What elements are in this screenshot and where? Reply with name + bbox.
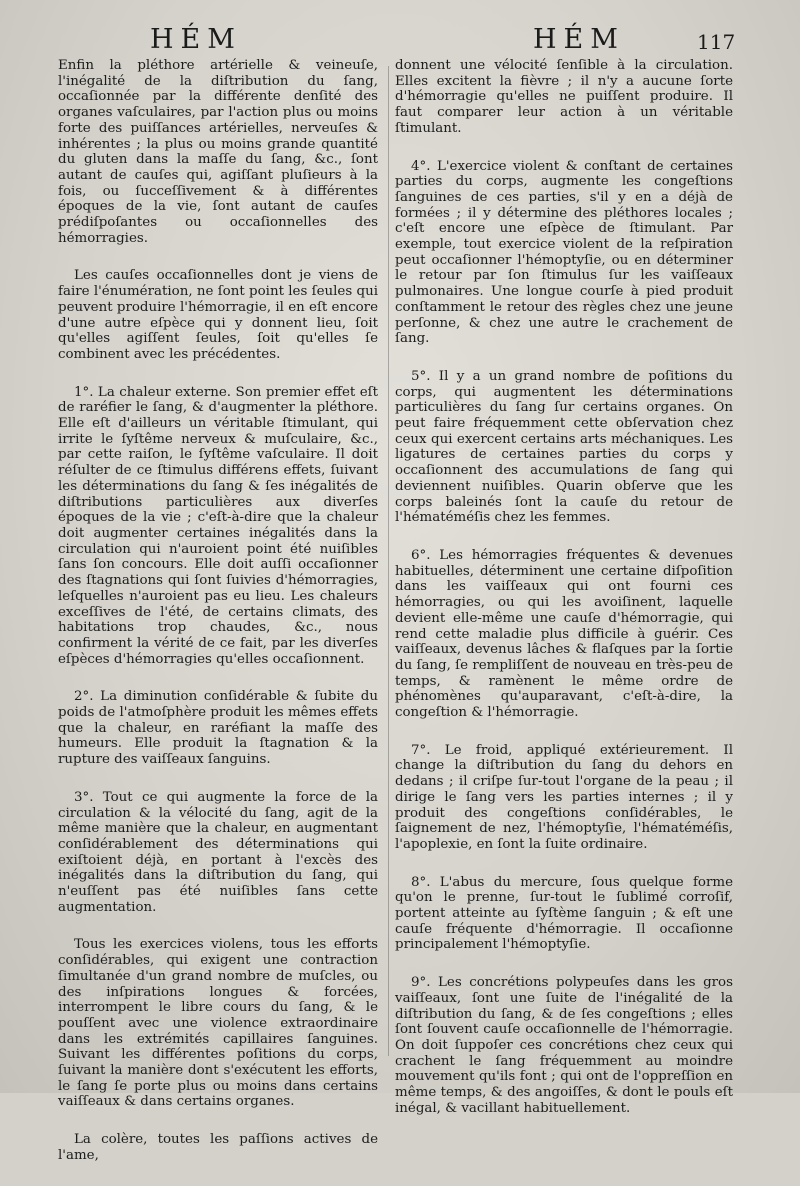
- paragraph: donnent une vélocité ſenſible à la circulation. Elles excitent la fièvre ; il n'y a aucune ſorte d'hémorragie qu'elles ne puiſſent produire. Il faut comparer leur action à un véritable ſtimulant.: [395, 58, 733, 136]
- paragraph: 7°. Le froid, appliqué extérieurement. Il change la diſtribution du ſang du dehors en dedans ; il criſpe ſur-tout l'organe de la peau ; il dirige le ſang vers les parties internes ; il y produit des congeſtions conſidérables, le ſaignement de nez, l'hémoptyſie, l'hématéméſis, l'apoplexie, en ſont la ſuite ordinaire.: [395, 742, 733, 852]
- paragraph: 3°. Tout ce qui augmente la force de la circulation & la vélocité du ſang, agit de la même manière que la chaleur, en augmentant conſidérablement des déterminations qui exiſtoient déjà, en portant à l'excès des inégalités dans la diſtribution du ſang, qui n'euſſent pas été nuiſibles ſans cette augmentation.: [58, 789, 378, 915]
- header-left-title: HÉM: [150, 24, 242, 55]
- running-header: [0, 20, 800, 60]
- paragraph: 9°. Les concrétions polypeuſes dans les gros vaiſſeaux, ſont une ſuite de l'inégalité de la diſtribution du ſang, & de ſes congeſtions ; elles ſont ſouvent cauſe occaſionnelle de l'hémorragie. On doit ſuppoſer ces concrétions chez ceux qui crachent le ſang fréquemment au moindre mouvement qu'ils font ; qui ont de l'oppreſſion en même temps, & des angoiſſes, & dont le pouls eſt inégal, & vacillant habituellement.: [395, 975, 733, 1116]
- paragraph: 2°. La diminution conſidérable & ſubite du poids de l'atmoſphère produit les mêmes effets que la chaleur, en raréfiant la maſſe des humeurs. Elle produit la ſtagnation & la rupture des vaiſſeaux ſanguins.: [58, 689, 378, 768]
- paragraph: Tous les exercices violens, tous les efforts conſidérables, qui exigent une contraction ſimultanée d'un grand nombre de muſcles, ou des inſpirations longues & forcées, interrompent le libre cours du ſang, & le pouſſent avec une violence extraordinaire dans les extrémités capillaires ſanguines. Suivant les différentes poſitions du corps, ſuivant la manière dont s'exécutent les efforts, le ſang ſe porte plus ou moins dans certains vaiſſeaux & dans certains organes.: [58, 937, 378, 1110]
- paragraph: 4°. L'exercice violent & conſtant de certaines parties du corps, augmente les congeſtions ſanguines de ces parties, s'il y en a déjà de formées ; il y détermine des pléthores locales ; c'eſt encore une eſpèce de ſtimulant. Par exemple, tout exercice violent de la reſpiration peut occaſionner l'hémoptyſie, ou en déterminer le retour par ſon ſtimulus ſur les vaiſſeaux pulmonaires. Une longue courſe à pied produit conſtamment le retour des règles chez une jeune perſonne, & chez une autre le crachement de ſang.: [395, 158, 733, 347]
- paragraph: 5°. Il y a un grand nombre de poſitions du corps, qui augmentent les déterminations particulières du ſang ſur certains organes. On peut faire fréquemment cette obſervation chez ceux qui exercent certains arts méchaniques. Les ligatures de certaines parties du corps y occaſionnent des accumulations de ſang qui deviennent nuiſibles. Quarin obſerve que les corps baleinés ſont la cauſe du retour de l'hématéméſis chez les femmes.: [395, 368, 733, 526]
- column-divider: [388, 66, 389, 1056]
- paragraph: La colère, toutes les paſſions actives de l'ame,: [58, 1132, 378, 1163]
- paragraph: 6°. Les hémorragies fréquentes & devenues habituelles, déterminent une certaine diſpoſition dans les vaiſſeaux qui ont fourni ces hémorragies, ou qui les avoiſinent, laquelle devient elle-même une cauſe d'hémorragie, qui rend cette maladie plus difficile à guérir. Ces vaiſſeaux, devenus lâches & flaſques par la ſortie du ſang, ſe rempliſſent de nouveau en très-peu de temps, & ramènent le même ordre de phénomènes qu'auparavant, c'eſt-à-dire, la congeſtion & l'hémorragie.: [395, 547, 733, 721]
- paragraph: Les cauſes occaſionnelles dont je viens de faire l'énumération, ne ſont point les ſeules qui peuvent produire l'hémorragie, il en eſt encore d'une autre eſpèce qui y donnent lieu, ſoit qu'elles agiſſent ſeules, ſoit qu'elles ſe combinent avec les précédentes.: [58, 268, 378, 362]
- paragraph: 8°. L'abus du mercure, ſous quelque forme qu'on le prenne, ſur-tout le ſublimé corroſif, portent atteinte au ſyſtème ſanguin ; & eſt une cauſe fréquente d'hémorragie. Il occaſionne principalement l'hémoptyſie.: [395, 874, 733, 953]
- left-column: [58, 58, 378, 1186]
- page-number: 117: [697, 30, 736, 54]
- right-column: [395, 58, 733, 1138]
- paragraph: 1°. La chaleur externe. Son premier effet eſt de raréfier le ſang, & d'augmenter la pléthore. Elle eſt d'ailleurs un véritable ſtimulant, qui irrite le ſyſtême nerveux & muſculaire, &c., par cette raiſon, le ſyſtême vaſculaire. Il doit réſulter de ce ſtimulus différens effets, ſuivant les déterminations du ſang & ſes inégalités de diſtributions particulières aux diverſes époques de la vie ; c'eſt-à-dire que la chaleur doit augmenter certaines inégalités dans la circulation qui n'auroient point été nuiſibles ſans ſon concours. Elle doit auſſi occaſionner des ſtagnations qui ſont ſuivies d'hémorragies, leſquelles n'auroient pas eu lieu. Les chaleurs exceſſives de l'été, de certains climats, des habitations trop chaudes, &c., nous confirment la vérité de ce fait, par les diverſes eſpèces d'hémorragies qu'elles occaſionnent.: [58, 384, 378, 667]
- paragraph: Enfin la pléthore artérielle & veineuſe, l'inégalité de la diſtribution du ſang, occaſionnée par la différente denſité des organes vaſculaires, par l'action plus ou moins forte des puiſſances artérielles, nerveuſes & inhérentes ; la plus ou moins grande quantité du gluten dans la maſſe du ſang, &c., ſont autant de cauſes qui, agiſſant pluſieurs à la fois, ou ſucceſſivement & à différentes époques de la vie, ſont autant de cauſes prédiſpoſantes ou occaſionnelles des hémorragies.: [58, 58, 378, 246]
- header-right-title: HÉM: [533, 24, 625, 55]
